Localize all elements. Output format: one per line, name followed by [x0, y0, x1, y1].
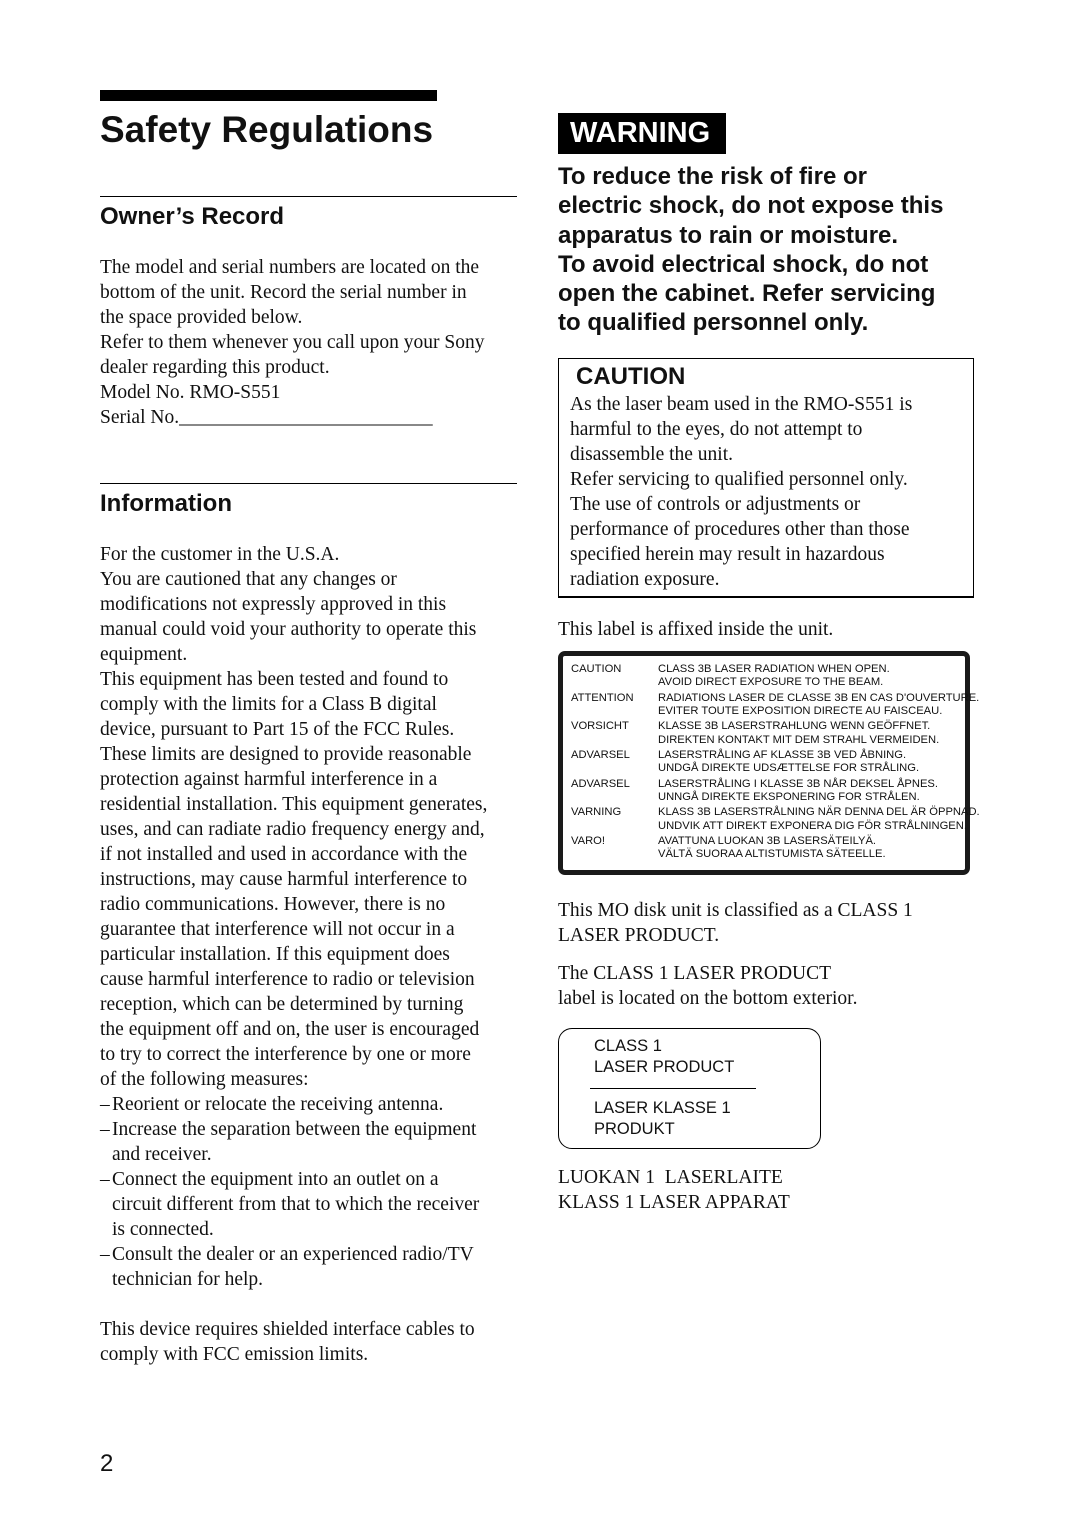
measure-list-item: [100, 1117, 520, 1167]
text-line: – Increase the separation between the equipment: [112, 1119, 477, 1140]
text-line: if not installed and used in accordance with the: [100, 844, 468, 865]
text-line: To avoid electrical shock, do not: [558, 250, 929, 278]
section-divider: [100, 196, 517, 197]
label-language: ADVARSEL: [571, 778, 630, 790]
text-line: modifications not expressly approved in this: [100, 594, 447, 615]
label-text: VÄLTÄ SUORAA ALTISTUMISTA SÄTEELLE.: [658, 848, 886, 860]
text-line: guarantee that interference will not occur in a: [100, 919, 455, 940]
text-line: As the laser beam used in the RMO-S551 is: [570, 394, 913, 415]
class-location-note: [558, 961, 857, 1011]
warning-text: [558, 162, 943, 338]
text-line: This equipment has been tested and found to: [100, 669, 449, 690]
text-line: radiation exposure.: [570, 569, 720, 590]
class1-label-text: CLASS 1: [594, 1037, 662, 1055]
text-line: – Consult the dealer or an experienced radio/TV: [112, 1244, 474, 1265]
class1-label-text: LASER PRODUCT: [594, 1058, 735, 1076]
label-intro: [558, 617, 833, 642]
text-line: comply with the limits for a Class B digital: [100, 694, 437, 715]
text-line: Refer to them whenever you call upon your Sony: [100, 332, 485, 353]
text-line: radio communications. However, there is no: [100, 894, 446, 915]
text-line: KLASS 1 LASER APPARAT: [558, 1192, 790, 1213]
text-line: cause harmful interference to radio or television: [100, 969, 475, 990]
text-line: The model and serial numbers are located on the: [100, 257, 480, 278]
label-language: ADVARSEL: [571, 749, 630, 761]
title-bar: [100, 90, 437, 101]
text-line: – Connect the equipment into an outlet on a: [112, 1169, 439, 1190]
class1-label-divider: [590, 1088, 756, 1089]
text-line: is connected.: [112, 1219, 214, 1240]
class1-label-text: PRODUKT: [594, 1120, 675, 1138]
label-language: VARNING: [571, 806, 622, 818]
text-line: These limits are designed to provide reasonable: [100, 744, 472, 765]
label-text: KLASS 3B LASERSTRÅLNING NÄR DENNA DEL ÄR ÖPPNAD.: [658, 806, 980, 818]
text-line: The CLASS 1 LASER PRODUCT: [558, 963, 832, 984]
owners-record-heading: Owner’s Record: [100, 203, 285, 230]
model-number: Model No. RMO-S551: [100, 382, 281, 403]
section-divider: [100, 483, 517, 484]
label-text: LASERSTRÅLING AF KLASSE 3B VED ÅBNING.: [658, 749, 907, 761]
text-line: to try to correct the interference by one or more: [100, 1044, 471, 1065]
text-line: This label is affixed inside the unit.: [558, 619, 834, 640]
label-text: CLASS 3B LASER RADIATION WHEN OPEN.: [658, 663, 890, 675]
label-text: AVATTUNA LUOKAN 3B LASERSÄTEILYÄ.: [658, 835, 877, 847]
label-language: VARO!: [571, 835, 605, 847]
text-line: circuit different from that to which the receiver: [112, 1194, 480, 1215]
text-line: to qualified personnel only.: [558, 309, 869, 337]
label-text: AVOID DIRECT EXPOSURE TO THE BEAM.: [658, 676, 884, 688]
text-line: – Reorient or relocate the receiving antenna.: [112, 1094, 444, 1115]
information-text: [100, 542, 520, 1367]
label-text: UNDVIK ATT DIREKT EXPONERA DIG FÖR STRÅLNINGEN.: [658, 820, 967, 832]
text-line: apparatus to rain or moisture.: [558, 221, 899, 249]
text-line: LASER PRODUCT.: [558, 925, 720, 946]
text-line: manual could void your authority to operate this: [100, 619, 477, 640]
text-line: dealer regarding this product.: [100, 357, 330, 378]
text-line: of the following measures:: [100, 1069, 309, 1090]
text-line: For the customer in the U.S.A.: [100, 544, 340, 565]
label-language: CAUTION: [571, 663, 622, 675]
text-line: equipment.: [100, 644, 188, 665]
class1-translations: [558, 1165, 790, 1215]
caution-heading: CAUTION: [576, 363, 686, 390]
label-language: ATTENTION: [571, 692, 634, 704]
page-title: Safety Regulations: [100, 109, 434, 150]
measure-list-item: [100, 1092, 520, 1117]
text-line: instructions, may cause harmful interference to: [100, 869, 468, 890]
text-line: The use of controls or adjustments or: [570, 494, 861, 515]
class-note: [558, 898, 913, 948]
text-line: the equipment off and on, the user is encouraged: [100, 1019, 480, 1040]
label-text: LASERSTRÅLING I KLASSE 3B NÅR DEKSEL ÅPNES.: [658, 778, 938, 790]
text-line: uses, and can radiate radio frequency energy and,: [100, 819, 485, 840]
text-line: open the cabinet. Refer servicing: [558, 280, 936, 308]
text-line: the space provided below.: [100, 307, 303, 328]
label-text: UNNGÅ DIREKTE EKSPONERING FOR STRÅLEN.: [658, 791, 920, 803]
text-line: technician for help.: [112, 1269, 264, 1290]
label-language: VORSICHT: [571, 720, 629, 732]
text-line: reception, which can be determined by turning: [100, 994, 464, 1015]
label-text: KLASSE 3B LASERSTRAHLUNG WENN GEÖFFNET.: [658, 720, 931, 732]
text-line: This device requires shielded interface cables to: [100, 1319, 475, 1340]
label-text: DIREKTEN KONTAKT MIT DEM STRAHL VERMEIDEN.: [658, 734, 940, 746]
label-text: EVITER TOUTE EXPOSITION DIRECTE AU FAISCEAU.: [658, 705, 943, 717]
serial-number-field: Serial No.__________________________: [100, 407, 433, 428]
measure-list-item: [100, 1167, 520, 1242]
text-line: comply with FCC emission limits.: [100, 1344, 369, 1365]
caution-text: [570, 392, 912, 592]
information-heading: Information: [100, 490, 232, 517]
text-line: and receiver.: [112, 1144, 212, 1165]
label-text: RADIATIONS LASER DE CLASSE 3B EN CAS D'OUVERTURE.: [658, 692, 980, 704]
label-text: UNDGÅ DIREKTE UDSÆTTELSE FOR STRÅLING.: [658, 762, 920, 774]
measure-list-item: [100, 1242, 520, 1292]
text-line: performance of procedures other than those: [570, 519, 910, 540]
text-line: harmful to the eyes, do not attempt to: [570, 419, 863, 440]
text-line: electric shock, do not expose this: [558, 192, 944, 220]
text-line: particular installation. If this equipment does: [100, 944, 450, 965]
warning-badge: WARNING: [558, 113, 726, 154]
page-number: 2: [100, 1450, 114, 1477]
text-line: protection against harmful interference in a: [100, 769, 438, 790]
text-line: residential installation. This equipment generates,: [100, 794, 488, 815]
text-line: specified herein may result in hazardous: [570, 544, 885, 565]
text-line: device, pursuant to Part 15 of the FCC Rules.: [100, 719, 455, 740]
text-line: Refer servicing to qualified personnel only.: [570, 469, 908, 490]
text-line: LUOKAN 1 LASERLAITE: [558, 1167, 783, 1188]
text-line: disassemble the unit.: [570, 444, 734, 465]
owners-record-text: [100, 255, 485, 430]
text-line: To reduce the risk of fire or: [558, 163, 867, 190]
text-line: bottom of the unit. Record the serial number in: [100, 282, 467, 303]
class1-label-text: LASER KLASSE 1: [594, 1099, 731, 1117]
text-line: This MO disk unit is classified as a CLASS 1: [558, 900, 913, 921]
text-line: You are cautioned that any changes or: [100, 569, 397, 590]
text-line: label is located on the bottom exterior.: [558, 988, 858, 1009]
